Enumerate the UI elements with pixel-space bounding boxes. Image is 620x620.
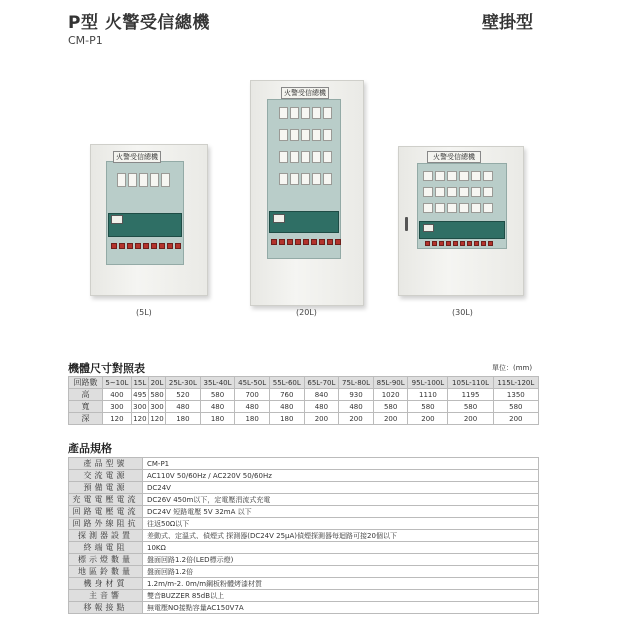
row-label: 深: [69, 413, 103, 425]
spec-key: 交流電源: [69, 470, 143, 482]
table-cell: 120: [103, 413, 132, 425]
spec-key: 產品型號: [69, 458, 143, 470]
table-cell: 480: [269, 401, 304, 413]
table-cell: 580: [200, 389, 235, 401]
column-header: 95L-100L: [408, 377, 448, 389]
row-label: 高: [69, 389, 103, 401]
table-cell: 480: [200, 401, 235, 413]
table-cell: 200: [373, 413, 408, 425]
panel-label: 火警受信總機: [281, 87, 329, 99]
spec-value: 差動式、定溫式、偵煙式 探測器(DC24V 25μA)偵煙探測器每迴路可接20個以下: [143, 530, 539, 542]
spec-value: 盤面回路1.2倍(LED標示燈): [143, 554, 539, 566]
spec-value: CM-P1: [143, 458, 539, 470]
table-cell: 300: [150, 402, 164, 411]
spec-key: 主音響: [69, 590, 143, 602]
spec-value: AC110V 50/60Hz / AC220V 50/60Hz: [143, 470, 539, 482]
panel-20l-image: [250, 80, 364, 306]
column-header: 15L: [131, 377, 148, 389]
table-cell: 120: [150, 414, 164, 423]
table-cell: 200: [408, 413, 448, 425]
column-header: 75L-80L: [339, 377, 374, 389]
spec-key: 機身材質: [69, 578, 143, 590]
spec-value: DC26V 450m以下，定電壓涓流式充電: [143, 494, 539, 506]
spec-value: 10KΩ: [143, 542, 539, 554]
spec-key: 預備電源: [69, 482, 143, 494]
table-row: [69, 590, 539, 602]
spec-key: 充電電壓電流: [69, 494, 143, 506]
mount-type: 壁掛型: [482, 13, 533, 33]
spec-value: DC24V 短路電壓 5V 32mA 以下: [143, 506, 539, 518]
panel-label: 火警受信總機: [427, 151, 481, 163]
table-cell: 480: [339, 401, 374, 413]
table-cell: 930: [339, 389, 374, 401]
table-row: [69, 530, 539, 542]
column-header: 20L: [148, 377, 165, 389]
table-cell: 580: [373, 401, 408, 413]
column-header: 65L-70L: [304, 377, 339, 389]
table-row: [69, 494, 539, 506]
spec-key: 回路外線阻抗: [69, 518, 143, 530]
spec-key: 標示燈數量: [69, 554, 143, 566]
table-cell: 1195: [448, 389, 493, 401]
table-cell: 480: [304, 401, 339, 413]
table-row: [69, 482, 539, 494]
caption-20l: (20L): [296, 308, 317, 317]
column-header: 35L-40L: [200, 377, 235, 389]
table-cell: 180: [166, 413, 201, 425]
table-row: [69, 470, 539, 482]
specs-title: 產品規格: [68, 442, 112, 455]
table-row: [69, 401, 539, 413]
table-row: [69, 578, 539, 590]
table-row: [69, 458, 539, 470]
table-row: [69, 602, 539, 614]
spec-value: 1.2m/m-2. 0m/m鋼板粉體烤漆材質: [143, 578, 539, 590]
column-header: 5~10L: [103, 377, 132, 389]
caption-30l: (30L): [452, 308, 473, 317]
column-header: 25L-30L: [166, 377, 201, 389]
table-row: [69, 506, 539, 518]
table-cell: 120: [133, 414, 147, 423]
column-header: 85L-90L: [373, 377, 408, 389]
table-cell: 760: [269, 389, 304, 401]
table-row: [69, 518, 539, 530]
table-cell: 580: [493, 401, 538, 413]
spec-value: 無電壓NO接點容量AC150V7A: [143, 602, 539, 614]
spec-value: DC24V: [143, 482, 539, 494]
spec-key: 地區鈴數量: [69, 566, 143, 578]
table-row: [69, 413, 539, 425]
spec-value: 盤面回路1.2倍: [143, 566, 539, 578]
table-cell: 180: [235, 413, 270, 425]
table-cell: 300: [133, 402, 147, 411]
table-cell: 480: [235, 401, 270, 413]
table-cell: 200: [493, 413, 538, 425]
table-cell: 300: [103, 401, 132, 413]
table-cell: 180: [269, 413, 304, 425]
product-photos: [68, 60, 550, 350]
table-cell: 580: [448, 401, 493, 413]
table-row: [69, 554, 539, 566]
spec-key: 終端電阻: [69, 542, 143, 554]
page-title: P型 火警受信總機: [68, 13, 210, 33]
table-cell: 580: [150, 390, 164, 399]
table-cell: 400: [103, 389, 132, 401]
row-label: 寬: [69, 401, 103, 413]
model-number: CM-P1: [68, 34, 103, 47]
table-header-row: [69, 377, 539, 389]
dimensions-unit: 單位：(mm): [492, 364, 533, 372]
panel-5l-image: [90, 144, 208, 296]
table-cell: 495: [133, 390, 147, 399]
table-cell: 200: [339, 413, 374, 425]
spec-key: 回路電壓電流: [69, 506, 143, 518]
column-header: 45L-50L: [235, 377, 270, 389]
dimensions-table: [68, 376, 539, 425]
table-row: [69, 542, 539, 554]
spec-value: 雙音BUZZER 85dB以上: [143, 590, 539, 602]
dimensions-title: 機體尺寸對照表: [68, 362, 145, 375]
spec-key: 移報接點: [69, 602, 143, 614]
table-cell: 520: [166, 389, 201, 401]
panel-label: 火警受信總機: [113, 151, 161, 163]
table-cell: 180: [200, 413, 235, 425]
panel-30l-image: [398, 146, 524, 296]
column-header: 55L-60L: [269, 377, 304, 389]
table-cell: 840: [304, 389, 339, 401]
column-header: 105L-110L: [448, 377, 493, 389]
specs-table: [68, 457, 539, 614]
table-cell: 200: [448, 413, 493, 425]
table-cell: 1350: [493, 389, 538, 401]
table-row: [69, 566, 539, 578]
table-cell: 1110: [408, 389, 448, 401]
table-cell: 480: [166, 401, 201, 413]
table-cell: 1020: [373, 389, 408, 401]
table-cell: 200: [304, 413, 339, 425]
table-cell: 700: [235, 389, 270, 401]
spec-key: 探測器設置: [69, 530, 143, 542]
spec-value: 往返50Ω以下: [143, 518, 539, 530]
table-cell: 580: [408, 401, 448, 413]
column-header: 115L-120L: [493, 377, 538, 389]
table-row: [69, 389, 539, 401]
header-label: 回路數: [69, 377, 103, 389]
caption-5l: (5L): [136, 308, 152, 317]
